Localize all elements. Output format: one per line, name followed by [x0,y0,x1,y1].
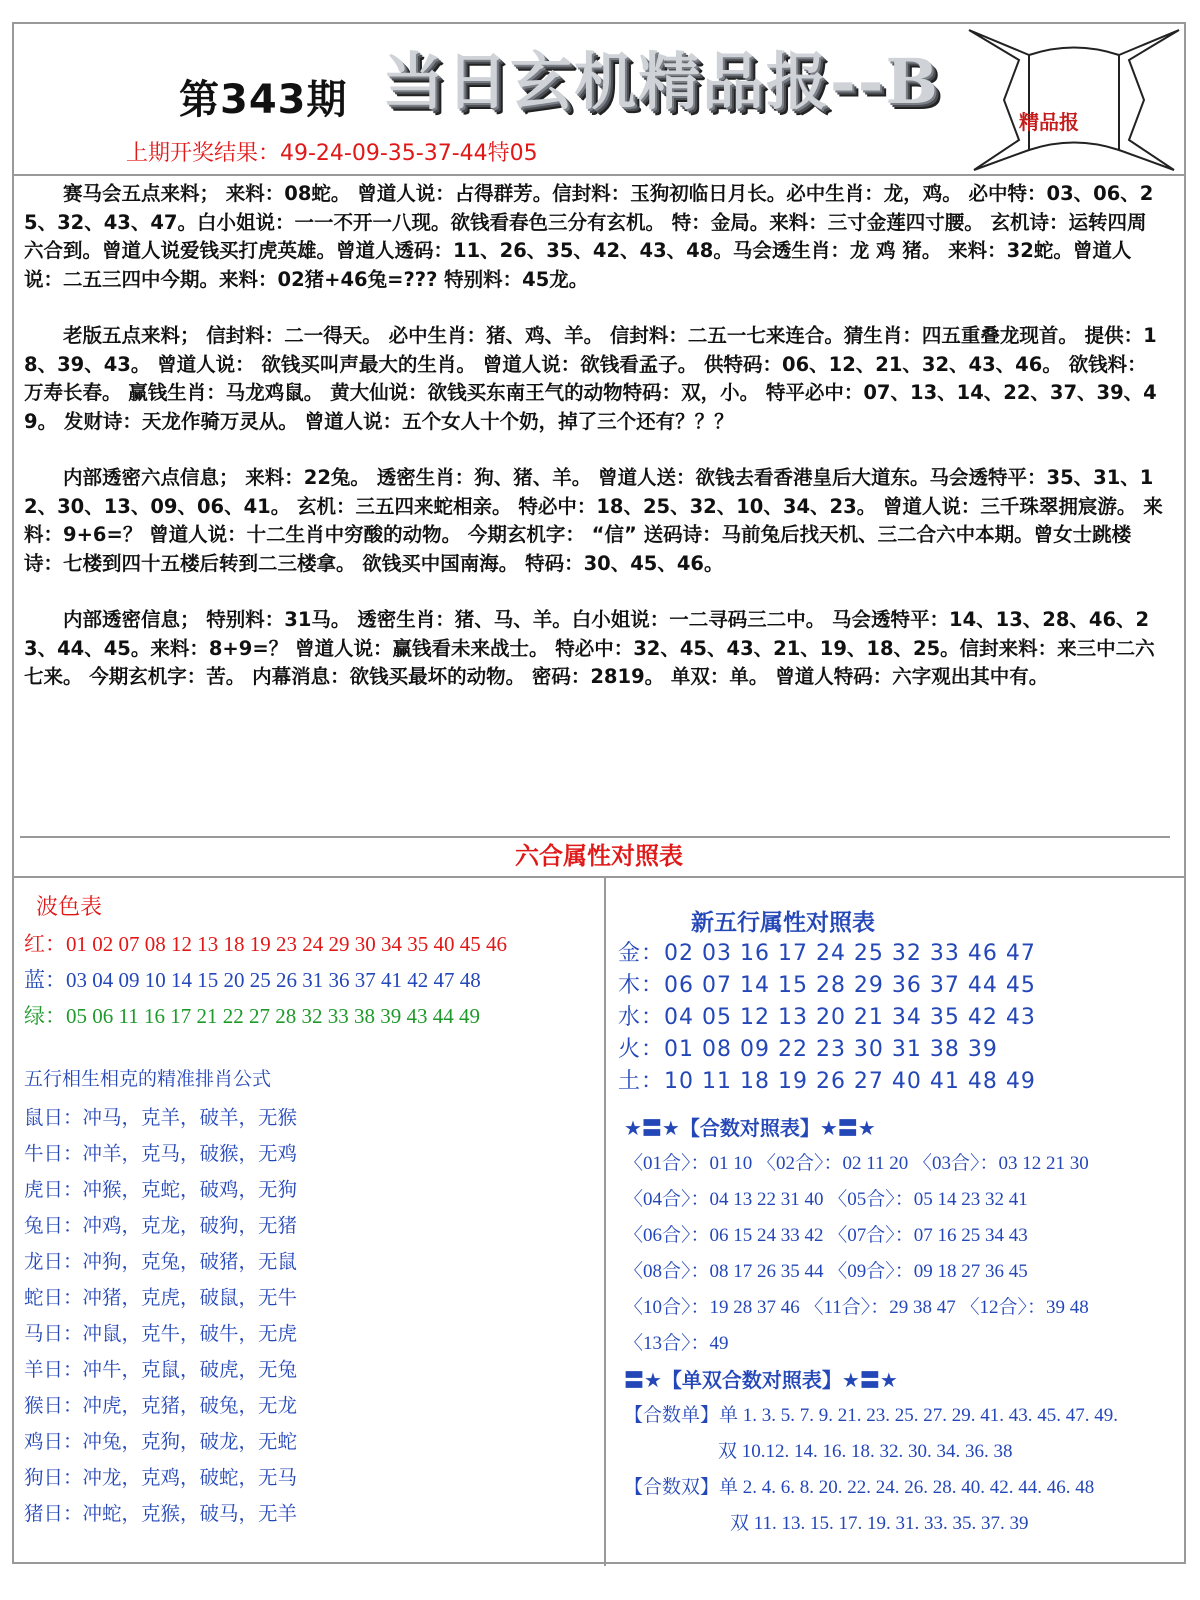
zodiac-rule: 龙日：冲狗，克兔，破猪，无鼠 [24,1250,298,1273]
bose-row-green: 绿：05 06 11 16 17 21 22 27 28 32 33 38 39 43 44 49 [24,1004,480,1028]
section-title: 六合属性对照表 [14,836,1184,878]
zodiac-rule: 兔日：冲鸡，克龙，破狗，无猪 [24,1214,298,1237]
heshu-row: 〈10合〉：19 28 37 46 〈11合〉：29 38 47 〈12合〉：39 48 [624,1297,1089,1318]
zodiac-rule: 牛日：冲羊，克马，破猴，无鸡 [24,1142,298,1165]
zodiac-rule: 猪日：冲蛇，克猴，破马，无羊 [24,1502,298,1525]
wuxing-row: 火：01 08 09 22 23 30 31 38 39 [618,1037,998,1062]
flag-label: 精品报 [1019,110,1079,134]
zodiac-rule: 虎日：冲猴，克蛇，破鸡，无狗 [24,1178,298,1201]
left-panel [14,876,606,1566]
heshu-title: ★〓★【合数对照表】★〓★ [624,1116,876,1140]
bose-title: 波色表 [36,895,103,920]
bose-row-blue: 蓝：03 04 09 10 14 15 20 25 26 31 36 37 41 42 47 48 [24,968,481,992]
tips-paragraph: 内部透密信息； 特别料：31马。 透密生肖：猪、马、羊。白小姐说：一二寻码三二中。 马会透特平：14、13、28、46、23、44、45。来料：8+9=？ 曾道人说：赢钱看未来战士。 特必中：32、45、43、21、19、18、25。信封来料：来三中二六七来。 今期玄机字：苦。 内幕消息：欲钱买最坏的动物。 密码：2819。 单双：单。 曾道人特码：六字观出其中有。 [24,608,1155,688]
wuxing-row: 水：04 05 12 13 20 21 34 35 42 43 [618,1005,1036,1030]
heshu-row: 〈06合〉：06 15 24 33 42 〈07合〉：07 16 25 34 43 [624,1225,1028,1246]
heshu-row: 〈13合〉：49 [624,1333,729,1354]
heshu-row: 〈01合〉：01 10 〈02合〉：02 11 20 〈03合〉：03 12 21 30 [624,1153,1089,1174]
header [14,24,1184,176]
zodiac-rule: 马日：冲鼠，克牛，破牛，无虎 [24,1322,298,1345]
heshu-row: 〈04合〉：04 13 22 31 40 〈05合〉：05 14 23 32 41 [624,1189,1028,1210]
formula-title: 五行相生相克的精准排肖公式 [24,1068,272,1090]
zodiac-rule: 羊日：冲牛，克鼠，破虎，无兔 [24,1358,298,1381]
flag-logo [959,20,1189,180]
last-result: 上期开奖结果：49-24-09-35-37-44特05 [126,141,538,166]
tips-paragraph: 老版五点来料； 信封料：二一得天。 必中生肖：猪、鸡、羊。 信封料：二五一七来连合。猜生肖：四五重叠龙现首。 提供：18、39、43。 曾道人说： 欲钱买叫声最大的生肖。 曾道人说：欲钱看孟子。 供特码：06、12、21、32、43、46。 欲钱料：万寿长春。 赢钱生肖：马龙鸡鼠。 黄大仙说：欲钱买东南王气的动物特码：双，小。 特平必中：07、13、14、22、37、39、49。 发财诗：天龙作骑万灵从。 曾道人说：五个女人十个奶，掉了三个还有？？？ [24,324,1157,433]
tips-body [20,174,1170,838]
banner-title: 当日玄机精品报--B [382,45,940,118]
danshuang-row: 【合数单】单 1. 3. 5. 7. 9. 21. 23. 25. 27. 29. 41. 43. 45. 47. 49. [624,1405,1119,1426]
wuxing-row: 土：10 11 18 19 26 27 40 41 48 49 [618,1069,1036,1094]
wuxing-row: 木：06 07 14 15 28 29 36 37 44 45 [618,973,1036,998]
zodiac-rule: 鸡日：冲兔，克狗，破龙，无蛇 [24,1430,298,1453]
danshuang-row: 【合数双】单 2. 4. 6. 8. 20. 22. 24. 26. 28. 40. 42. 44. 46. 48 [624,1477,1095,1498]
danshuang-row: 双 11. 13. 15. 17. 19. 31. 33. 35. 37. 39 [730,1513,1029,1534]
bose-row-red: 红：01 02 07 08 12 13 18 19 23 24 29 30 34 35 40 45 46 [24,932,507,956]
zodiac-rule: 猴日：冲虎，克猪，破兔，无龙 [24,1394,298,1417]
heshu-row: 〈08合〉：08 17 26 35 44 〈09合〉：09 18 27 36 45 [624,1261,1028,1282]
issue-number: 第343期 [179,77,348,123]
wuxing-title: 新五行属性对照表 [691,910,875,936]
danshuang-row: 双 10.12. 14. 16. 18. 32. 30. 34. 36. 38 [718,1441,1013,1462]
tips-paragraph: 内部透密六点信息； 来料：22兔。 透密生肖：狗、猪、羊。 曾道人送：欲钱去看香港皇后大道东。马会透特平：35、31、12、30、13、09、06、41。 玄机：三五四来蛇相亲。 特必中：18、25、32、10、34、23。 曾道人说：三千珠翠拥宸游。 来料：9+6=？ 曾道人说：十二生肖中穷酸的动物。 今期玄机字： “信” 送码诗：马前兔后找天机、三二合六中本期。曾女士跳楼诗：七楼到四十五楼后转到二三楼拿。 欲钱买中国南海。 特码：30、45、46。 [24,466,1163,575]
page-frame [12,22,1186,1564]
zodiac-rule: 狗日：冲龙，克鸡，破蛇，无马 [24,1466,298,1489]
danshuang-title: 〓★【单双合数对照表】★〓★ [624,1368,898,1392]
right-panel [606,876,1186,1566]
wuxing-row: 金：02 03 16 17 24 25 32 33 46 47 [618,941,1036,966]
zodiac-rule: 鼠日：冲马，克羊，破羊，无猴 [24,1106,298,1129]
tips-paragraph: 赛马会五点来料； 来料：08蛇。 曾道人说：占得群芳。信封料：玉狗初临日月长。必中生肖：龙，鸡。 必中特：03、06、25、32、43、47。白小姐说：一一不开一八现。欲钱看春色三分有玄机。 特：金局。来料：三寸金莲四寸腰。 玄机诗：运转四周六合到。曾道人说爱钱买打虎英雄。曾道人透码：11、26、35、42、43、48。马会透生肖：龙 鸡 猪。 来料：32蛇。曾道人说：二五三四中今期。来料：02猪+46兔=??? 特别料：45龙。 [24,182,1154,291]
zodiac-rule: 蛇日：冲猪，克虎，破鼠，无牛 [24,1286,298,1309]
